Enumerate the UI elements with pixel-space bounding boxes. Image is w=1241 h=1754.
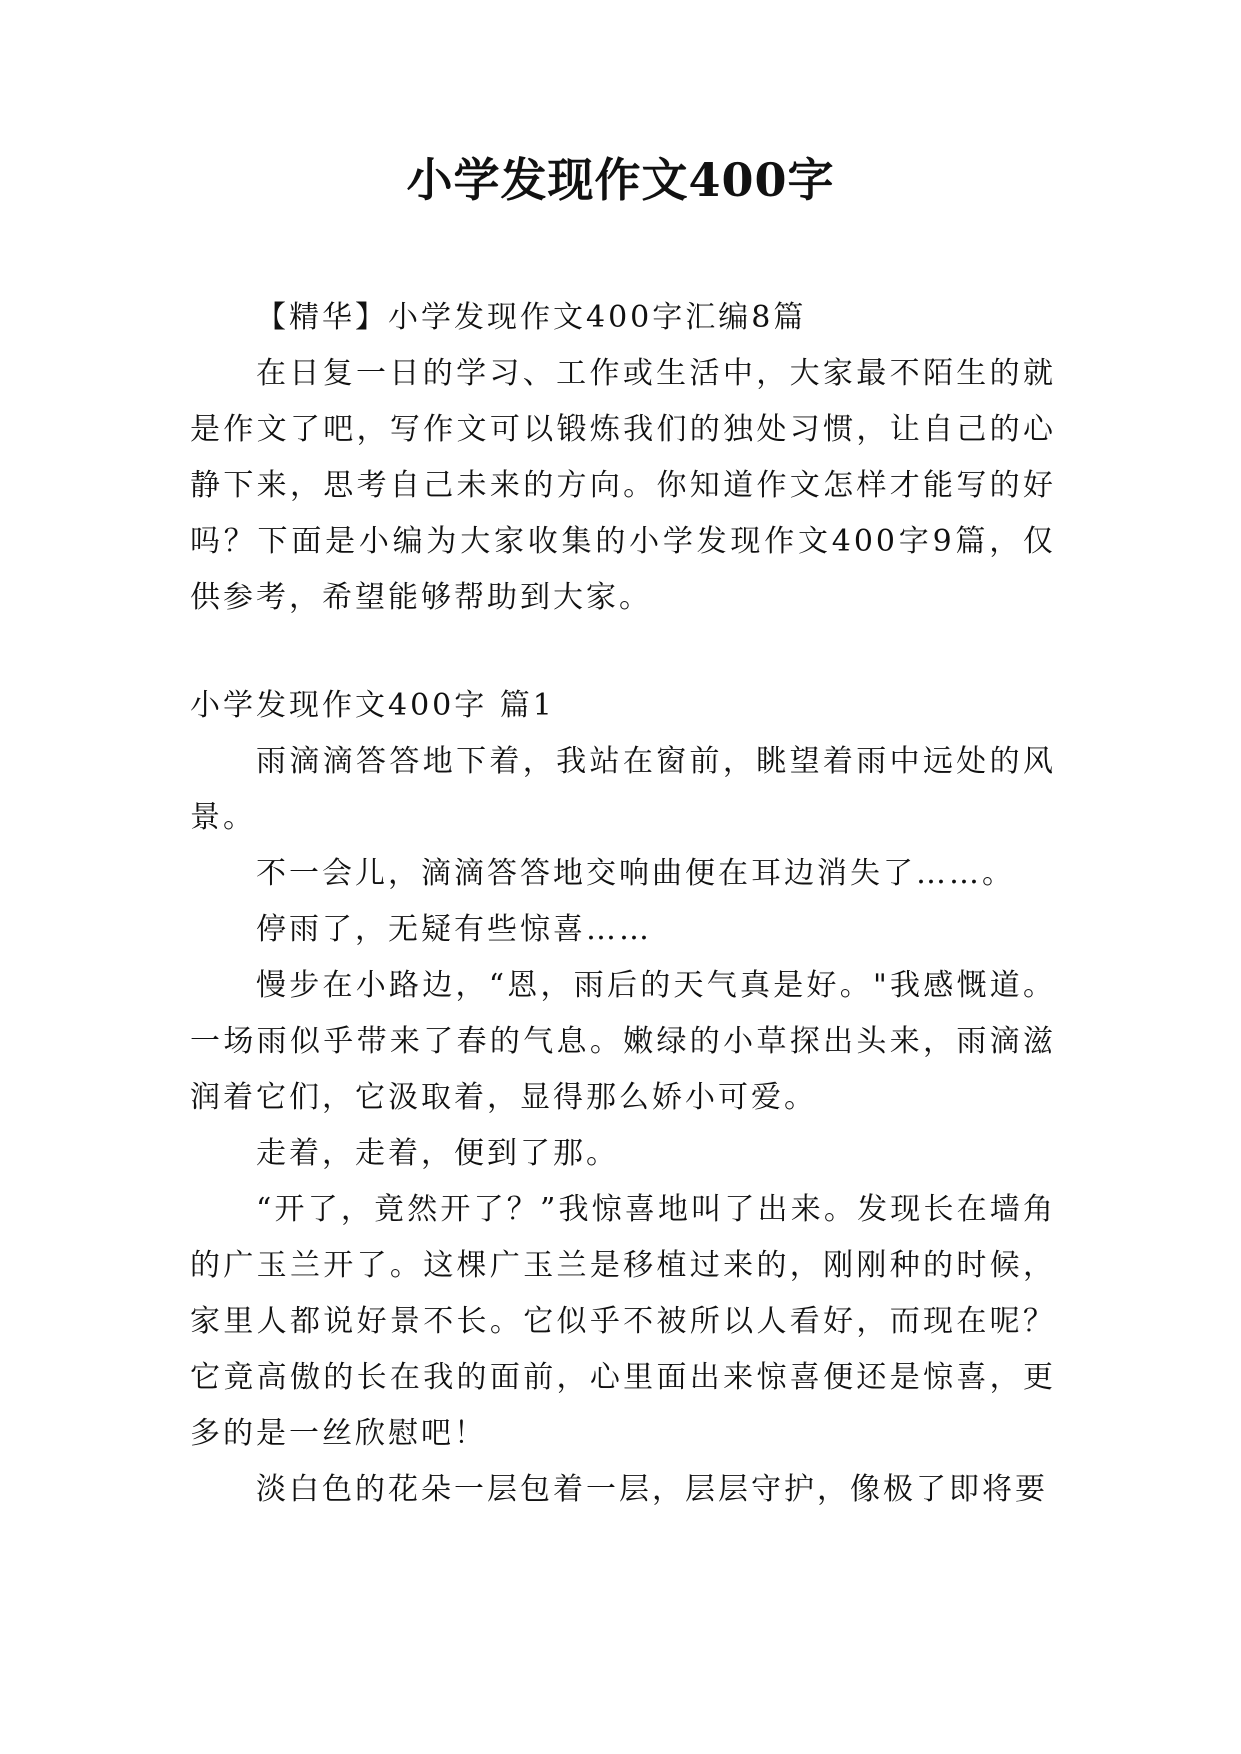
body-paragraph: 停雨了，无疑有些惊喜…… xyxy=(256,912,652,947)
body-paragraph: 不一会儿，滴滴答答地交响曲便在耳边消失了……。 xyxy=(256,856,1015,891)
section-spacer xyxy=(190,626,1056,678)
document-subtitle: 【精华】小学发现作文400字汇编8篇 xyxy=(256,300,807,335)
body-paragraph: 走着，走着，便到了那。 xyxy=(256,1136,619,1171)
body-paragraph: “开了，竟然开了？”我惊喜地叫了出来。发现长在墙角的广玉兰开了。这棵广玉兰是移植过来的，刚刚种的时候，家里人都说好景不长。它似乎不被所以人看好，而现在呢？它竟高傲的长在我的面前，心里面出来惊喜便还是惊喜，更多的是一丝欣慰吧！ xyxy=(190,1192,1056,1451)
document-body xyxy=(190,290,1056,1518)
body-paragraph: 慢步在小路边，“恩，雨后的天气真是好。"我感慨道。一场雨似乎带来了春的气息。嫩绿的小草探出头来，雨滴滋润着它们，它汲取着，显得那么娇小可爱。 xyxy=(190,968,1056,1115)
body-paragraph: 雨滴滴答答地下着，我站在窗前，眺望着雨中远处的风景。 xyxy=(190,744,1056,835)
body-paragraph: 淡白色的花朵一层包着一层，层层守护，像极了即将要 xyxy=(256,1472,1048,1507)
section-heading: 小学发现作文400字 篇1 xyxy=(190,688,555,723)
document-title: 小学发现作文400字 xyxy=(406,153,835,207)
intro-paragraph: 在日复一日的学习、工作或生活中，大家最不陌生的就是作文了吧，写作文可以锻炼我们的独处习惯，让自己的心静下来，思考自己未来的方向。你知道作文怎样才能写的好吗？下面是小编为大家收集的小学发现作文400字9篇，仅供参考，希望能够帮助到大家。 xyxy=(190,356,1056,615)
